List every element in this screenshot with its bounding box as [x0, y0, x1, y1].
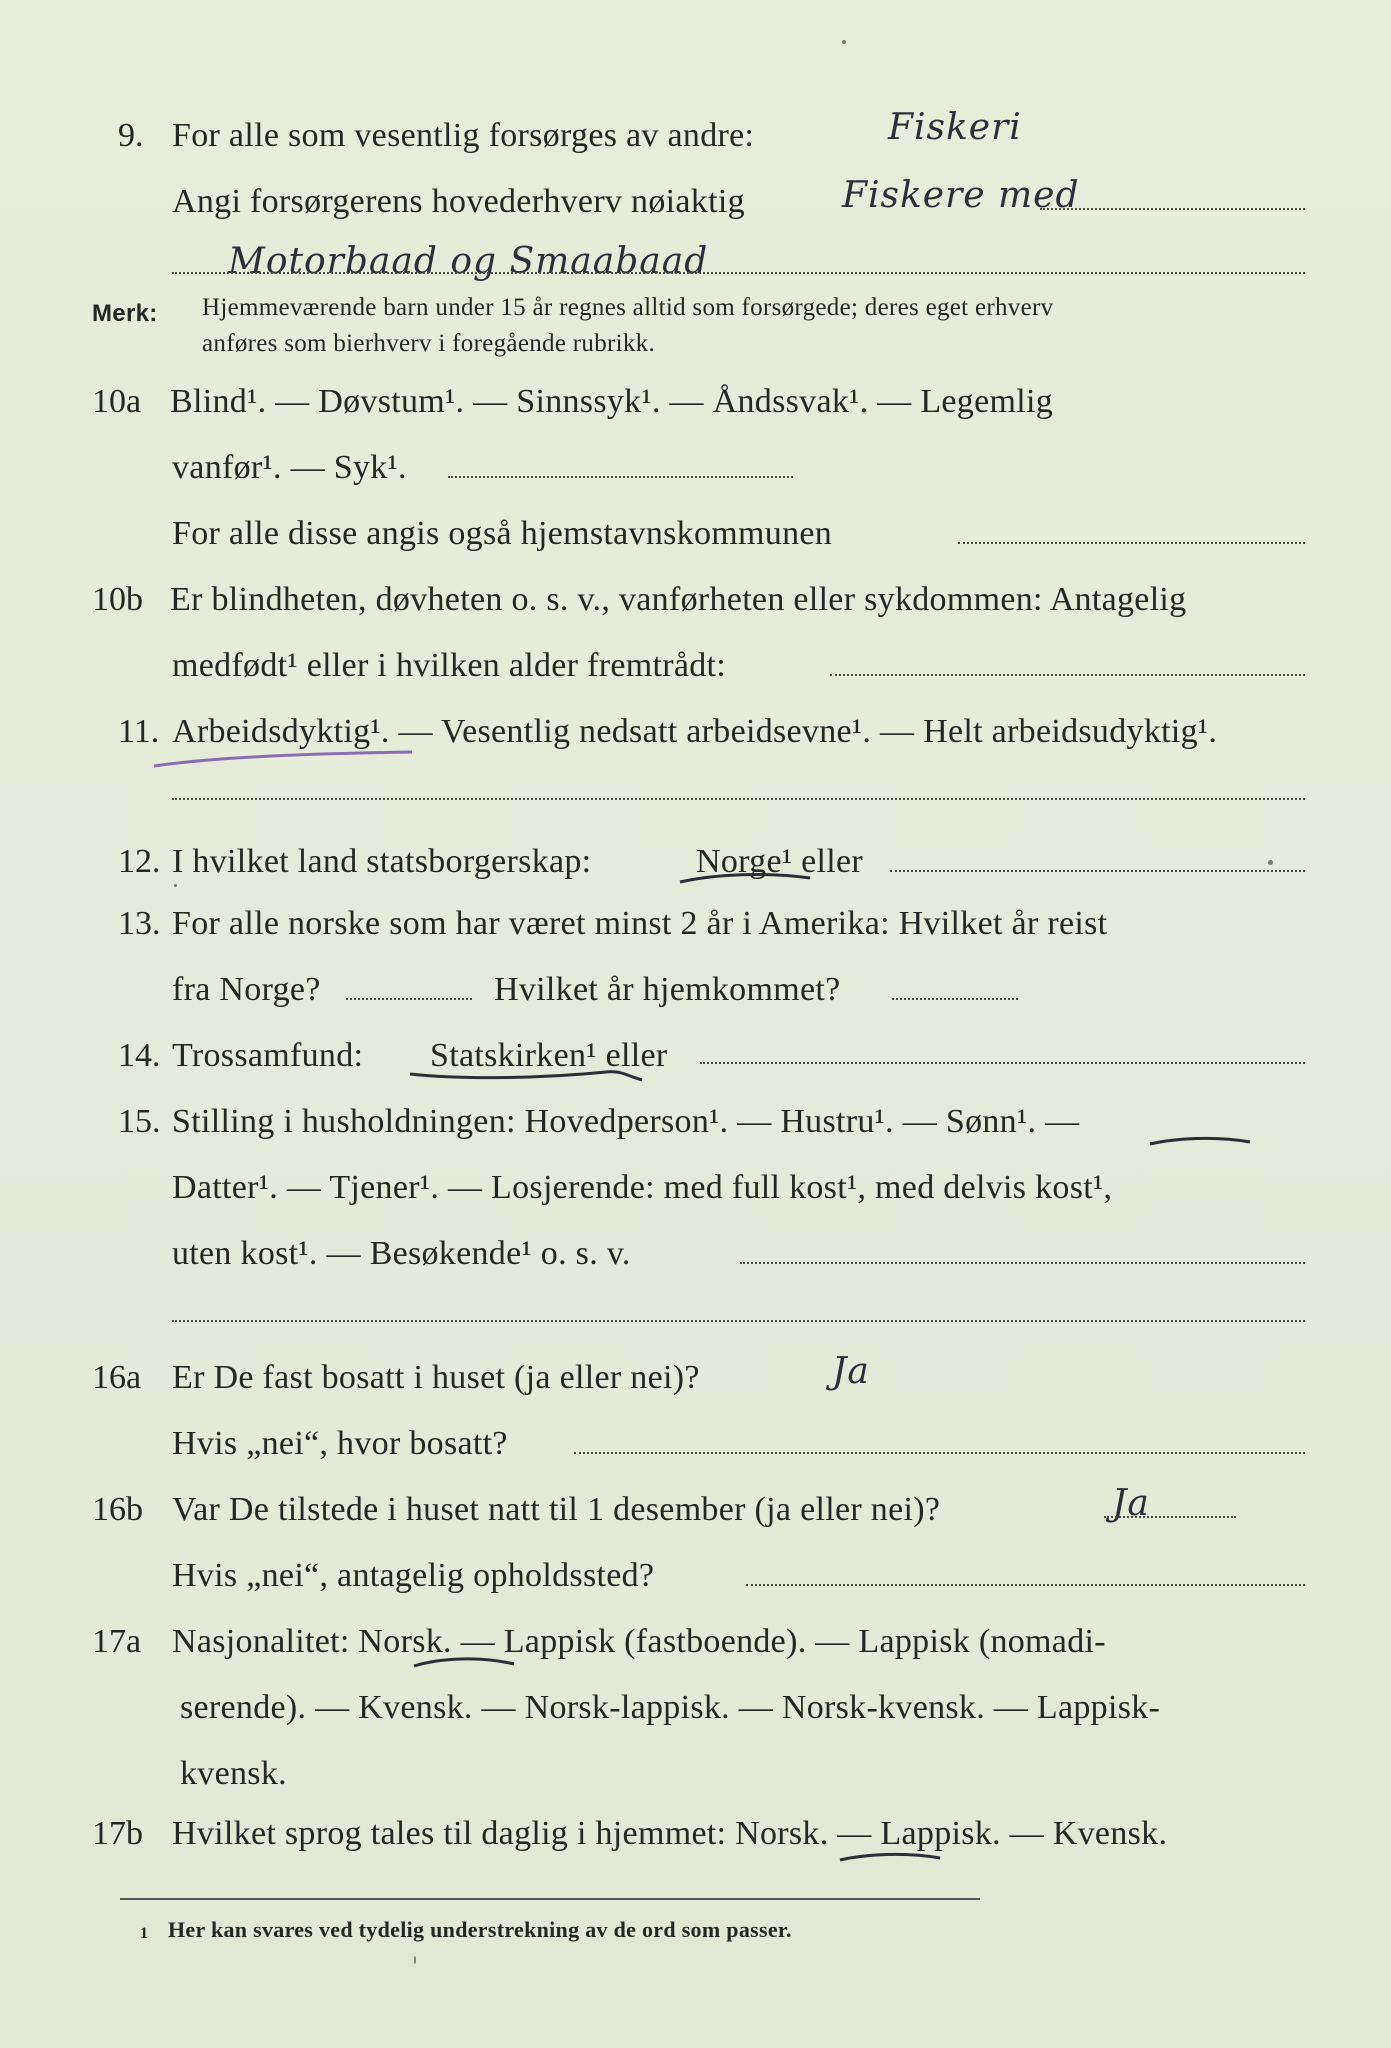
q14-line1-b: Statskirken¹ eller — [430, 1037, 668, 1074]
merk-line1: Hjemmeværende barn under 15 år regnes alltid som forsørgede; deres eget erhverv — [202, 294, 1054, 321]
q15-line1: Stilling i husholdningen: Hovedperson¹. — Hustru¹. — Sønn¹. — — [172, 1103, 1080, 1140]
q10b-line1: Er blindheten, døvheten o. s. v., vanførheten eller sykdommen: Antagelig — [170, 581, 1187, 618]
q16a-line2-dotted — [574, 1452, 1305, 1454]
q16b-line2-dotted — [746, 1584, 1305, 1586]
paper-speck — [842, 40, 846, 44]
q14-dotted — [700, 1062, 1305, 1064]
merk-line2: anføres som bierhverv i foregående rubrikk. — [202, 330, 656, 357]
q16b-line1-dotted — [1104, 1516, 1236, 1518]
q9-line1: For alle som vesentlig forsørges av andre: — [172, 117, 755, 154]
q17b-line1: Hvilket sprog tales til daglig i hjemmet: Norsk. — Lappisk. — Kvensk. — [172, 1815, 1168, 1852]
merk-label: Merk: — [92, 300, 158, 327]
q10a-number: 10a — [92, 383, 142, 420]
q10b-number: 10b — [92, 581, 143, 618]
q15-line2: Datter¹. — Tjener¹. — Losjerende: med full kost¹, med delvis kost¹, — [172, 1169, 1113, 1206]
q17a-number: 17a — [92, 1623, 142, 1660]
q13-line2b: Hvilket år hjemkommet? — [494, 971, 841, 1008]
q15-number: 15. — [118, 1103, 161, 1140]
q16b-answer-handwritten: Ja — [1112, 1483, 1150, 1524]
footnote-rule — [120, 1898, 980, 1900]
q13-line2a: fra Norge? — [172, 971, 321, 1008]
q12-line1: I hvilket land statsborgerskap: — [172, 843, 592, 880]
q12-number: 12. — [118, 843, 161, 880]
q9-line2-dotted — [1040, 208, 1305, 210]
q10a-line3-dotted — [958, 542, 1305, 544]
q14-number: 14. — [118, 1037, 161, 1074]
q15-line3: uten kost¹. — Besøkende¹ o. s. v. — [172, 1235, 631, 1272]
q13-line2a-dotted — [346, 998, 472, 1000]
q9-answer2-handwritten: Fiskere med — [842, 175, 1080, 216]
q16b-number: 16b — [92, 1491, 143, 1528]
q12-dotted — [890, 870, 1305, 872]
q10b-line2-dotted — [830, 674, 1305, 676]
q16b-line2: Hvis „nei“, antagelig opholdssted? — [172, 1557, 655, 1594]
q12-line1-b: Norge¹ eller — [696, 843, 864, 880]
q10a-line3: For alle disse angis også hjemstavnskommunen — [172, 515, 833, 552]
q16a-number: 16a — [92, 1359, 142, 1396]
q17b-number: 17b — [92, 1815, 143, 1852]
paper-speck — [414, 1956, 416, 1964]
q9-line2: Angi forsørgerens hovederhverv nøiaktig — [172, 183, 745, 220]
q16a-answer-handwritten: Ja — [832, 1351, 870, 1392]
q10a-line2-dotted — [448, 476, 793, 478]
footnote-text: Her kan svares ved tydelig understrekning av de ord som passer. — [168, 1917, 792, 1942]
q9-number: 9. — [118, 117, 144, 154]
q15-line3-dotted — [740, 1262, 1305, 1264]
q11-number: 11. — [118, 713, 160, 750]
q13-line2b-dotted — [892, 998, 1018, 1000]
q13-number: 13. — [118, 905, 161, 942]
q17a-line3: kvensk. — [180, 1755, 287, 1792]
q14-line1: Trossamfund: — [172, 1037, 364, 1074]
paper-speck — [174, 884, 177, 887]
q15-blank-dotted — [172, 1320, 1305, 1322]
paper-speck — [1268, 860, 1273, 865]
q10b-line2: medfødt¹ eller i hvilken alder fremtrådt: — [172, 647, 727, 684]
q17a-line2: serende). — Kvensk. — Norsk-lappisk. — Norsk-kvensk. — Lappisk- — [180, 1689, 1161, 1726]
q9-line3-dotted — [172, 272, 1305, 274]
q10a-line2: vanfør¹. — Syk¹. — [172, 449, 407, 486]
q16b-line1: Var De tilstede i huset natt til 1 desember (ja eller nei)? — [172, 1491, 941, 1528]
q9-answer3-handwritten: Motorbaad og Smaabaad — [228, 241, 709, 282]
q17a-line1: Nasjonalitet: Norsk. — Lappisk (fastboende). — Lappisk (nomadi- — [172, 1623, 1106, 1660]
q10a-line1: Blind¹. — Døvstum¹. — Sinnssyk¹. — Åndssvak¹. — Legemlig — [170, 383, 1054, 420]
q13-line1: For alle norske som har været minst 2 år i Amerika: Hvilket år reist — [172, 905, 1108, 942]
q16a-line1: Er De fast bosatt i huset (ja eller nei)? — [172, 1359, 700, 1396]
q15-pen-underline — [1146, 1132, 1256, 1152]
q11-line1: Arbeidsdyktig¹. — Vesentlig nedsatt arbeidsevne¹. — Helt arbeidsudyktig¹. — [172, 713, 1218, 750]
q9-answer-handwritten: Fiskeri — [888, 107, 1022, 148]
footnote-mark: 1 — [140, 1925, 149, 1942]
q11-blank-dotted — [172, 798, 1305, 800]
q16a-line2: Hvis „nei“, hvor bosatt? — [172, 1425, 508, 1462]
